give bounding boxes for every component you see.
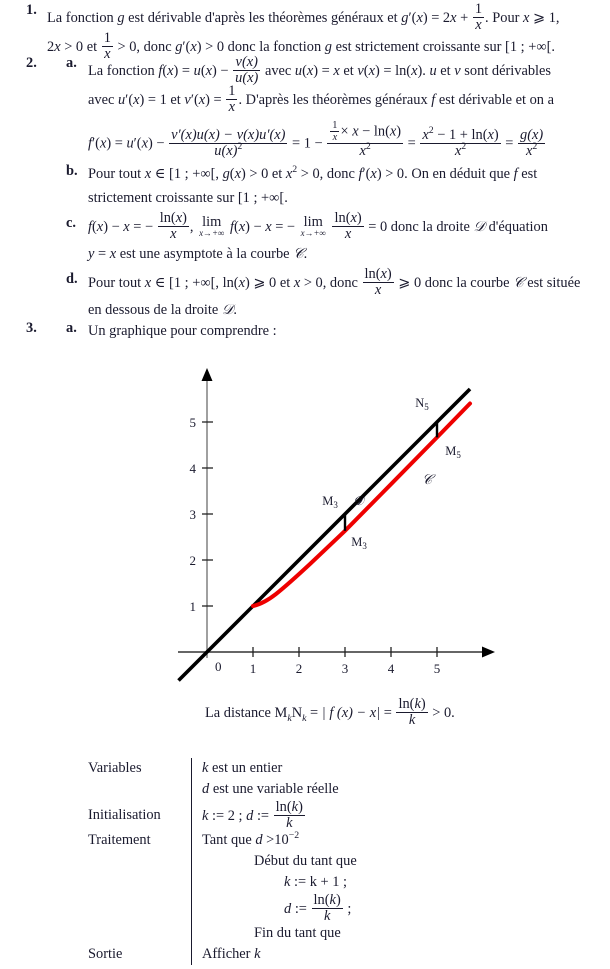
algo-label-initialisation: Initialisation: [88, 807, 161, 823]
symbol-f: f: [88, 135, 92, 152]
text-frag: strictement croissante sur: [88, 190, 235, 206]
interval: [1 ; +∞[: [169, 274, 216, 291]
symbol-g: g: [175, 38, 183, 55]
symbol-k: k: [291, 799, 299, 815]
symbol-x: x: [525, 142, 533, 159]
x-tick-label-5: 5: [433, 661, 441, 676]
algo-line-begin-while: Début du tant que: [254, 853, 357, 869]
algo-label-spacer: [88, 779, 185, 800]
symbol-v: v: [236, 126, 244, 143]
fraction-one-over-x: [473, 2, 484, 34]
fraction-numerator: ln(k): [398, 696, 426, 712]
fraction-numerator: ln(x): [159, 210, 187, 226]
symbol-x: x: [175, 210, 183, 226]
ln-operator: ln: [334, 210, 346, 226]
text-frag: Pour tout: [88, 166, 142, 182]
text-frag: donc: [326, 166, 355, 182]
symbol-x: x: [123, 218, 130, 235]
limit-operator: [301, 215, 326, 238]
limit-subscript: x→+∞: [300, 228, 326, 239]
fraction-numerator: ln(x): [364, 266, 392, 282]
item-2a-line-2: avec u′(x) = 1 et v′(x) = $\frac{1}{x}$ . D'après les théorèmes généraux f est dérivable et on a: [88, 83, 554, 116]
limit-subscript: x→+∞: [199, 228, 225, 239]
symbol-u: u: [429, 62, 437, 79]
fraction-denominator: k: [286, 815, 293, 832]
algo-label-spacer-5: [88, 923, 185, 944]
curve-C-symbol: 𝒞: [513, 274, 524, 291]
fraction-g-over-x2: [518, 128, 545, 160]
symbol-x: x: [238, 274, 245, 291]
distance-caption: La distance $M_kN_k$ = | f (x) − x| = $\frac{\ln(k)}{k}$ > 0.: [205, 696, 455, 729]
fraction-numerator: 1: [228, 83, 236, 99]
caption-lead: La distance: [205, 704, 271, 721]
sublist-label-2d: d.: [66, 271, 78, 287]
text-frag: := 2 ;: [212, 807, 243, 824]
y-tick-label-1: 1: [189, 599, 196, 614]
text-frag: est un entier: [212, 760, 283, 776]
symbol-x: x: [109, 246, 117, 262]
threshold-exponent: −2: [288, 830, 300, 842]
graph-svg: [150, 345, 510, 690]
text-frag: donc la courbe: [424, 274, 510, 291]
symbol-v: v: [454, 62, 461, 79]
item-2b-line-2: strictement croissante sur [1 ; +∞[.: [88, 190, 288, 206]
annotation-M3-lower: $M_3$: [351, 535, 367, 551]
subscript-k: k: [287, 712, 292, 724]
symbol-x: x: [274, 126, 281, 143]
symbol-k: k: [284, 874, 291, 890]
symbol-u: u: [259, 126, 267, 143]
x-tick-label-3: 3: [341, 661, 349, 676]
item-2b-line-1: Pour tout x ∈ [1 ; +∞[, g(x) > 0 et $x^2 > 0$, donc f′(x) > 0. On en déduit que f est: [88, 164, 538, 182]
fraction-numerator: $x^2 - 1 + \ln(x)$: [422, 124, 499, 143]
symbol-x: x: [247, 70, 254, 87]
algo-line-while: [202, 830, 518, 851]
ln-operator: ln: [398, 696, 410, 712]
symbol-x: x: [54, 38, 61, 55]
fraction-denominator: x: [104, 46, 111, 63]
fraction-numerator: v′(x)u(x) − v(x)u′(x): [171, 126, 286, 143]
fraction-lnk-over-k: [274, 800, 305, 832]
fraction-denominator: $u(x)^2$: [214, 141, 243, 159]
sublist-label-3a: a.: [66, 320, 77, 336]
list-number-3: 3.: [26, 320, 37, 336]
keyword-while: Tant que: [202, 832, 252, 848]
fraction-numerator: ln(x): [334, 210, 362, 226]
symbol-x: x: [238, 218, 246, 235]
fraction-step2: [327, 120, 403, 159]
symbol-x: x: [285, 166, 293, 182]
equals-sign: =: [310, 704, 319, 721]
algo-row-label: [88, 758, 191, 965]
fraction-denominator: x: [332, 131, 338, 143]
sublist-label-2a: a.: [66, 55, 77, 71]
text-frag: est située: [527, 274, 581, 291]
symbol-x: x: [208, 126, 216, 143]
fraction-denominator: $x^2$: [525, 141, 538, 159]
symbol-k: k: [202, 760, 209, 776]
item-1-line-1: La fonction g est dérivable d'après les théorèmes généraux et g′(x) = 2x + $\frac{1}{x}$ . Pour x ⩾ 1,: [47, 1, 560, 34]
symbol-x: x: [523, 9, 530, 26]
algo-label-spacer-4: [88, 893, 185, 923]
text-frag: Pour: [492, 9, 520, 26]
fraction-denominator: k: [323, 908, 331, 925]
symbol-x: x: [370, 166, 377, 182]
symbol-u: u: [235, 70, 243, 87]
interval: [1 ; +∞[: [169, 166, 216, 182]
ln-operator: ln: [159, 210, 171, 226]
symbol-f: f: [158, 62, 163, 79]
x-tick-label-4: 4: [387, 661, 395, 676]
fraction-numerator: v(x): [233, 55, 260, 71]
symbol-v: v: [235, 54, 242, 70]
x-tick-labels: [250, 661, 441, 676]
fraction-lnx-over-x: [363, 267, 394, 299]
operator-gt: >: [266, 832, 275, 848]
text-frag: est strictement croissante sur: [335, 38, 502, 55]
symbol-u: u: [294, 62, 303, 79]
abs-expression: | f (x) − x|: [321, 704, 381, 721]
assign-operator: :=: [256, 807, 270, 824]
y-tick-labels: [190, 415, 197, 614]
text-frag: et: [440, 62, 451, 79]
algo-line-update-d: [202, 893, 518, 923]
symbol-x: x: [96, 218, 104, 235]
inner-fraction-one-over-x: [330, 120, 339, 143]
fraction-step3: [420, 124, 500, 160]
text-frag: La fonction: [88, 62, 155, 79]
annotation-M3-upper: $M_3$: [322, 494, 338, 510]
caption-tail: > 0.: [432, 704, 455, 721]
interval: [1 ; +∞[: [505, 38, 552, 55]
symbol-x: x: [99, 135, 107, 152]
symbol-M: M: [274, 704, 288, 721]
point-N-k: [291, 704, 307, 724]
symbol-f: f: [229, 218, 234, 235]
item-3a-line-1: Un graphique pour comprendre :: [88, 323, 277, 339]
symbol-x: x: [416, 9, 423, 26]
symbol-g: g: [324, 38, 332, 55]
symbol-u: u: [193, 62, 201, 79]
text-frag: et: [343, 62, 354, 79]
symbol-d: d: [255, 832, 263, 848]
limit-keyword: lim: [202, 213, 222, 230]
limit-operator: [199, 215, 224, 238]
algo-label-sortie: Sortie: [88, 946, 123, 962]
symbol-k: k: [414, 696, 421, 712]
text-frag: et: [271, 166, 283, 182]
line-D-symbol: 𝒟: [473, 218, 485, 235]
symbol-x: x: [247, 126, 255, 143]
x-axis-arrow: [482, 647, 495, 658]
algo-line-end-while: Fin du tant que: [254, 925, 341, 941]
algo-line-var-k: [202, 758, 518, 779]
text-frag: est une variable réelle: [212, 781, 339, 797]
algo-label-variables: Variables: [88, 760, 142, 776]
symbol-x: x: [487, 126, 494, 143]
text-frag: avec: [264, 62, 292, 79]
fraction-lnx-over-x: [332, 211, 363, 243]
ln-operator: ln: [373, 123, 386, 140]
symbol-g: g: [222, 166, 230, 182]
fraction-lnx-over-x: [158, 211, 189, 243]
symbol-x: x: [350, 210, 357, 226]
symbol-x: x: [411, 62, 418, 79]
keyword-afficher: Afficher: [202, 946, 251, 962]
point-M-k: [274, 704, 292, 724]
algo-line-var-d: [202, 779, 518, 800]
symbol-k: k: [329, 892, 336, 908]
symbol-f: f: [88, 218, 92, 235]
y-axis: [202, 368, 213, 658]
fraction-denominator: x: [344, 226, 352, 243]
fraction-lnk-over-k: [312, 893, 343, 925]
origin-label: 0: [215, 659, 222, 674]
ln-operator: ln: [313, 892, 325, 908]
symbol-x: x: [246, 54, 254, 70]
algo-line-output: [202, 944, 518, 965]
fraction-denominator: $x^2$: [454, 141, 467, 159]
fraction-derivative-quotient: [169, 128, 287, 160]
fraction-denominator: k: [408, 712, 416, 729]
x-axis: [178, 647, 495, 658]
item-2a-line-1: La fonction f(x) = u(x) − $\frac{v(x)}{u(x)}$ avec u(x) = x et v(x) = ln(x). u et v sont dérivables: [88, 54, 552, 87]
text-frag: Pour tout: [88, 274, 142, 291]
text-frag: sont dérivables: [464, 62, 552, 79]
semicolon: ;: [347, 900, 352, 917]
symbol-x: x: [133, 91, 140, 108]
text-frag: en dessous de la droite: [88, 302, 219, 318]
limit-keyword: lim: [303, 213, 323, 230]
y-tick-label-4: 4: [189, 461, 196, 476]
text-frag: donc la fonction: [227, 38, 322, 55]
fraction-numerator: g(x): [520, 126, 544, 143]
x-tick-label-2: 2: [295, 661, 303, 676]
assign-operator: :=: [294, 900, 307, 917]
ln-operator: ln: [222, 274, 234, 291]
fraction-v-over-u: [233, 55, 260, 87]
symbol-x: x: [359, 142, 366, 159]
symbol-u: u: [196, 126, 204, 143]
algo-body: [191, 758, 518, 965]
y-tick-label-5: 5: [189, 415, 196, 430]
fraction-numerator: $\frac{1}{x}$ × x − ln(x): [327, 120, 403, 144]
fraction-numerator: 1: [103, 30, 111, 46]
graph-figure: [150, 345, 510, 690]
annotation-N5: $N_5$: [415, 396, 429, 412]
fraction-numerator: ln(k): [275, 799, 303, 815]
threshold-base: 10: [274, 832, 289, 848]
symbol-x: x: [141, 135, 148, 152]
symbol-x: x: [293, 274, 301, 291]
symbol-v: v: [171, 126, 178, 143]
y-tick-label-3: 3: [189, 507, 196, 522]
text-frag: donc: [329, 274, 358, 291]
symbol-k: k: [202, 807, 209, 824]
text-frag: La fonction: [47, 9, 114, 26]
item-2c-line-2: y = x est une asymptote à la courbe 𝒞.: [88, 246, 308, 262]
fraction-denominator: u(x): [235, 70, 259, 87]
item-2d-line-2: en dessous de la droite 𝒟.: [88, 302, 237, 318]
symbol-g: g: [401, 9, 409, 26]
symbol-f: f: [358, 166, 363, 182]
annotation-curve-C: 𝒞: [422, 472, 433, 488]
symbol-x: x: [380, 266, 387, 282]
fraction-one-over-x: [226, 84, 237, 116]
symbol-v: v: [357, 62, 364, 79]
symbol-f: f: [431, 91, 436, 108]
text-frag: donc: [143, 38, 172, 55]
symbol-N: N: [291, 704, 303, 721]
symbol-x: x: [167, 62, 174, 79]
fraction-denominator: $x^2$: [359, 141, 371, 159]
symbol-u: u: [117, 91, 126, 108]
algo-line-increment: [202, 872, 518, 893]
x-tick-label-1: 1: [249, 661, 257, 676]
algo-row-variables: [88, 758, 518, 965]
subscript-k: k: [302, 712, 307, 724]
symbol-x: x: [532, 126, 539, 143]
fraction-lnk-over-k: [396, 697, 427, 729]
fraction-denominator: x: [374, 282, 382, 299]
line-D-plot: [179, 389, 471, 681]
text-frag: d'équation: [488, 218, 548, 235]
ln-operator: ln: [275, 799, 287, 815]
text-frag: et: [86, 38, 98, 55]
fraction-numerator: 1: [332, 120, 338, 131]
symbol-x: x: [333, 62, 340, 79]
algo-label-spacer-2: [88, 851, 185, 872]
symbol-x: x: [265, 218, 272, 235]
item-1-line-2: 2x > 0 et $\frac{1}{x}$ > 0, donc g′(x) > 0 donc la fonction g est strictement croissante sur [1 ; +∞[.: [47, 30, 556, 63]
symbol-x: x: [205, 62, 213, 79]
symbol-x: x: [144, 166, 152, 182]
symbol-x: x: [368, 62, 375, 79]
symbol-d: d: [246, 807, 254, 824]
list-number-2: 2.: [26, 55, 37, 71]
text-frag: On en déduit que: [411, 166, 511, 182]
symbol-x: x: [422, 126, 429, 143]
curve-C-symbol: 𝒞: [293, 246, 304, 262]
symbol-x: x: [190, 38, 197, 55]
text-frag: est une asymptote à la courbe: [119, 246, 290, 262]
text-frag: et: [170, 91, 181, 108]
symbol-v: v: [184, 91, 191, 108]
symbol-g: g: [520, 126, 528, 143]
symbol-x: x: [352, 123, 359, 140]
ln-operator: ln: [471, 126, 483, 143]
y-tick-label-2: 2: [189, 553, 196, 568]
sublist-label-2b: b.: [66, 163, 78, 179]
symbol-x: x: [389, 123, 397, 140]
ln-operator: ln: [395, 62, 407, 79]
interval: [1 ; +∞[: [237, 190, 285, 206]
fraction-denominator: x: [475, 17, 482, 34]
symbol-x: x: [450, 9, 457, 26]
algo-label-spacer-3: [88, 872, 185, 893]
text-frag: est: [521, 166, 538, 182]
y-axis-arrow: [202, 368, 213, 381]
text-frag: et: [279, 274, 291, 291]
text-frag: := k + 1 ;: [294, 874, 348, 890]
list-number-1: 1.: [26, 2, 37, 18]
annotation-line-D: 𝒟: [353, 494, 364, 509]
text-frag: D'après les théorèmes généraux: [245, 91, 428, 108]
symbol-x: x: [144, 274, 152, 291]
item-2d-line-1: Pour tout x ∈ [1 ; +∞[, ln(x) ⩾ 0 et x > 0, donc $\frac{\ln(x)}{x}$ ⩾ 0 donc la courbe 𝒞 est située: [88, 266, 581, 299]
symbol-x: x: [226, 142, 233, 159]
sublist-label-2c: c.: [66, 215, 76, 231]
text-frag: donc la droite: [390, 218, 470, 235]
symbol-x: x: [198, 91, 206, 108]
fraction-denominator: x: [170, 226, 177, 243]
symbol-k: k: [254, 946, 261, 962]
fraction-denominator: x: [228, 99, 236, 116]
annotation-M5: $M_5$: [445, 444, 461, 460]
line-D-symbol: 𝒟: [221, 302, 234, 318]
ln-operator: ln: [364, 266, 376, 282]
fraction-numerator: 1: [474, 1, 483, 17]
algo-label-traitement: Traitement: [88, 832, 151, 848]
symbol-u: u: [214, 142, 222, 159]
symbol-x: x: [234, 166, 241, 182]
symbol-g: g: [117, 9, 125, 26]
symbol-x: x: [185, 126, 192, 143]
symbol-d: d: [284, 900, 292, 917]
symbol-d: d: [202, 781, 210, 797]
item-2c-line-1: f(x) − x = − $\frac{\ln(x)}{x}$ , lim x→+∞ f(x) − x = − lim x→+∞ $\frac{\ln(x)}{x}$ = 0 donc la droite 𝒟 d'équation: [88, 210, 548, 243]
algo-line-init: [202, 800, 518, 830]
text-frag: est dérivable d'après les théorèmes généraux et: [128, 9, 398, 26]
symbol-f: f: [513, 166, 518, 182]
symbol-u: u: [126, 135, 134, 152]
text-frag: est dérivable et on a: [438, 91, 554, 108]
symbol-x: x: [306, 62, 314, 79]
symbol-x: x: [454, 142, 462, 159]
symbol-y: y: [88, 246, 95, 262]
text-frag: avec: [88, 91, 115, 108]
algorithm-table: [88, 758, 518, 965]
item-2a-formula: f′(x) = u′(x) − $\frac{v'(x)u(x) - v(x)u'(x)}{u(x)^2}$ = 1 − $\frac{1}{x}$ × x − ln(x) $x^2$ = $\frac{x^2 - 1 + \ln(x)}{x^2}$ = $\frac{g(x)}{x^2}$: [88, 120, 544, 159]
fraction-numerator: ln(k): [313, 892, 341, 908]
